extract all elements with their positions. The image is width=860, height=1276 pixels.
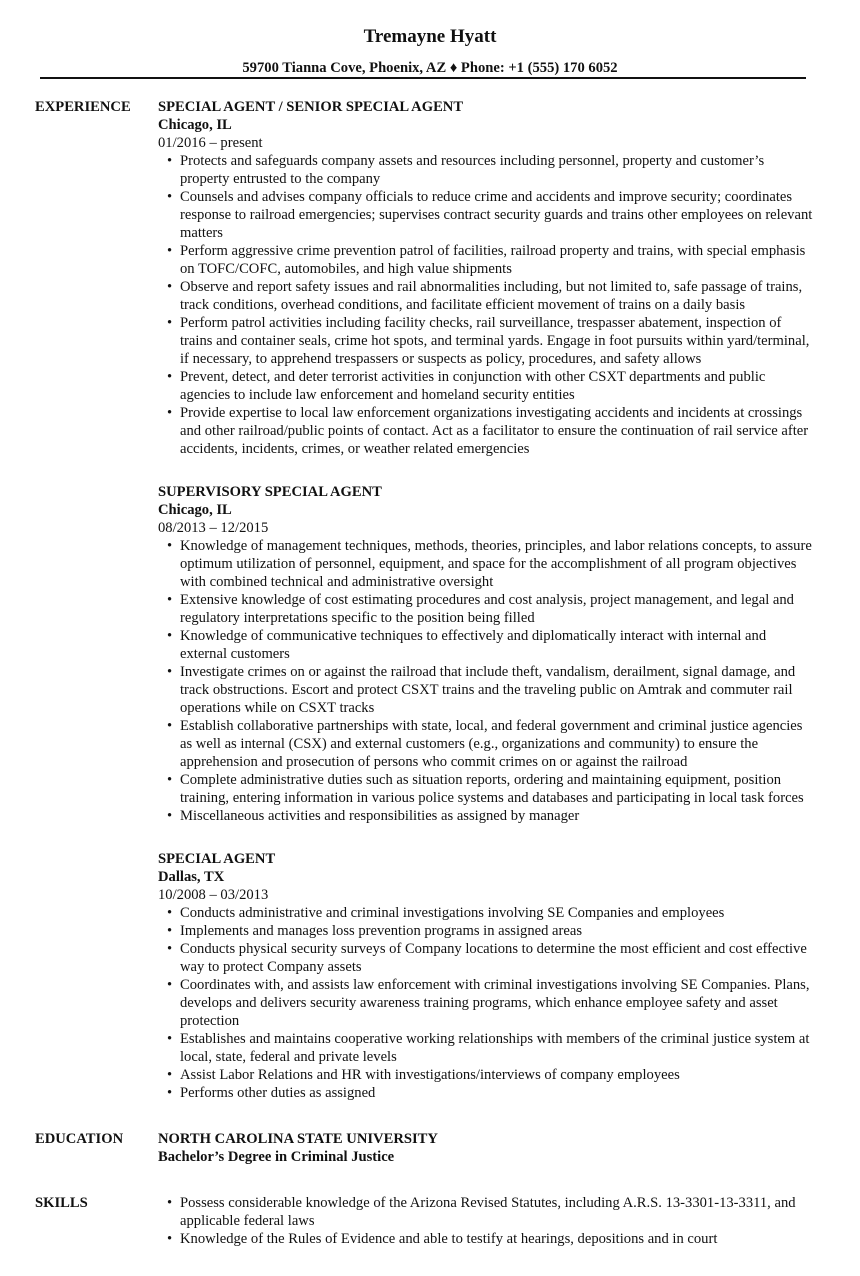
job-entry [158, 98, 813, 458]
list-item: • Establish collaborative partnerships with state, local, and federal government and criminal justice agencies as well as internal (CSX) and external customers (e.g., organizations and community) to ensure the apprehension and prosecution of persons who commit crimes on or against the railroad [180, 717, 813, 771]
candidate-name: Tremayne Hyatt [363, 26, 497, 47]
list-item: • Implements and manages loss prevention programs in assigned areas [180, 922, 813, 940]
job-title: SPECIAL AGENT [158, 851, 276, 867]
list-item: • Knowledge of the Rules of Evidence and able to testify at hearings, depositions and in court [180, 1230, 813, 1248]
list-item: • Prevent, detect, and deter terrorist activities in conjunction with other CSXT departments and public agencies to include law enforcement and homeland security entities [180, 368, 813, 404]
list-item: • Perform patrol activities including facility checks, rail surveillance, trespasser abatement, inspection of trains and container seals, crime hot spots, and terminal yards. Engage in foot pursuits within yard/terminal, if necessary, to apprehend trespassers or suspects as policy, procedures, and safety allows [180, 314, 813, 368]
section-label: EDUCATION [35, 1131, 124, 1147]
school-name: NORTH CAROLINA STATE UNIVERSITY [158, 1131, 438, 1147]
degree: Bachelor’s Degree in Criminal Justice [158, 1149, 395, 1165]
header-divider [40, 77, 806, 79]
contact-line: 59700 Tianna Cove, Phoenix, AZ ♦ Phone: +1 (555) 170 6052 [242, 60, 618, 76]
resume-body [0, 98, 860, 1276]
section-label: EXPERIENCE [35, 99, 131, 115]
list-item: • Observe and report safety issues and rail abnormalities including, but not limited to, safe passage of trains, track conditions, overhead conditions, and facilitate efficient movement of trains on a daily basis [180, 278, 813, 314]
job-bullets [158, 904, 813, 1102]
list-item: • Conducts administrative and criminal investigations involving SE Companies and employees [180, 904, 813, 922]
list-item: • Counsels and advises company officials to reduce crime and accidents and improve security; coordinates response to railroad emergencies; supervises contract security guards and trains other employees on relevant matters [180, 188, 813, 242]
job-location: Chicago, IL [158, 117, 232, 133]
list-item: • Miscellaneous activities and responsibilities as assigned by manager [180, 807, 813, 825]
list-item: • Performs other duties as assigned [180, 1084, 813, 1102]
list-item: • Establishes and maintains cooperative working relationships with members of the criminal justice system at local, state, federal and private levels [180, 1030, 813, 1066]
list-item: • Assist Labor Relations and HR with investigations/interviews of company employees [180, 1066, 813, 1084]
list-item: • Knowledge of management techniques, methods, theories, principles, and labor relations concepts, to assure optimum utilization of personnel, equipment, and space for the accomplishment of all program objectives with combined technical and administrative oversight [180, 537, 813, 591]
education-section [0, 1130, 860, 1166]
job-entry [158, 483, 813, 825]
list-item: • Possess considerable knowledge of the Arizona Revised Statutes, including A.R.S. 13-3301-13-3311, and applicable federal laws [180, 1194, 813, 1230]
list-item: • Protects and safeguards company assets and resources including personnel, property and customer’s property entrusted to the company [180, 152, 813, 188]
job-dates: 10/2008 – 03/2013 [158, 887, 269, 903]
section-label: SKILLS [35, 1195, 88, 1211]
list-item: • Provide expertise to local law enforcement organizations investigating accidents and incidents at crossings and other railroad/public points of contact. Act as a facilitator to ensure the continuation of rail service after accidents, incidents, crimes, or weather related emergencies [180, 404, 813, 458]
jobs-list [158, 98, 813, 1102]
job-title: SPECIAL AGENT / SENIOR SPECIAL AGENT [158, 99, 464, 115]
list-item: • Complete administrative duties such as situation reports, ordering and maintaining equipment, position training, entering information in various police systems and databases and participating in local task forces [180, 771, 813, 807]
list-item: • Knowledge of communicative techniques to effectively and diplomatically interact with internal and external customers [180, 627, 813, 663]
list-item: • Investigate crimes on or against the railroad that include theft, vandalism, derailment, signal damage, and track obstructions. Escort and protect CSXT trains and the traveling public on Amtrak and commuter rail operations while on CSXT tracks [180, 663, 813, 717]
list-item: • Coordinates with, and assists law enforcement with criminal investigations involving SE Companies. Plans, develops and delivers security awareness training programs, which enhance employee safety and asset protection [180, 976, 813, 1030]
job-location: Dallas, TX [158, 869, 225, 885]
job-bullets [158, 537, 813, 825]
list-item: • Extensive knowledge of cost estimating procedures and cost analysis, project management, and legal and regulatory interpretations specific to the position being filled [180, 591, 813, 627]
job-location: Chicago, IL [158, 502, 232, 518]
list-item: • Conducts physical security surveys of Company locations to determine the most efficient and cost effective way to protect Company assets [180, 940, 813, 976]
list-item: • Perform aggressive crime prevention patrol of facilities, railroad property and trains, with special emphasis on TOFC/COFC, automobiles, and high value shipments [180, 242, 813, 278]
job-entry [158, 850, 813, 1102]
job-title: SUPERVISORY SPECIAL AGENT [158, 484, 382, 500]
job-dates: 01/2016 – present [158, 135, 263, 151]
job-dates: 08/2013 – 12/2015 [158, 520, 269, 536]
job-bullets [158, 152, 813, 458]
experience-section [0, 98, 860, 1102]
